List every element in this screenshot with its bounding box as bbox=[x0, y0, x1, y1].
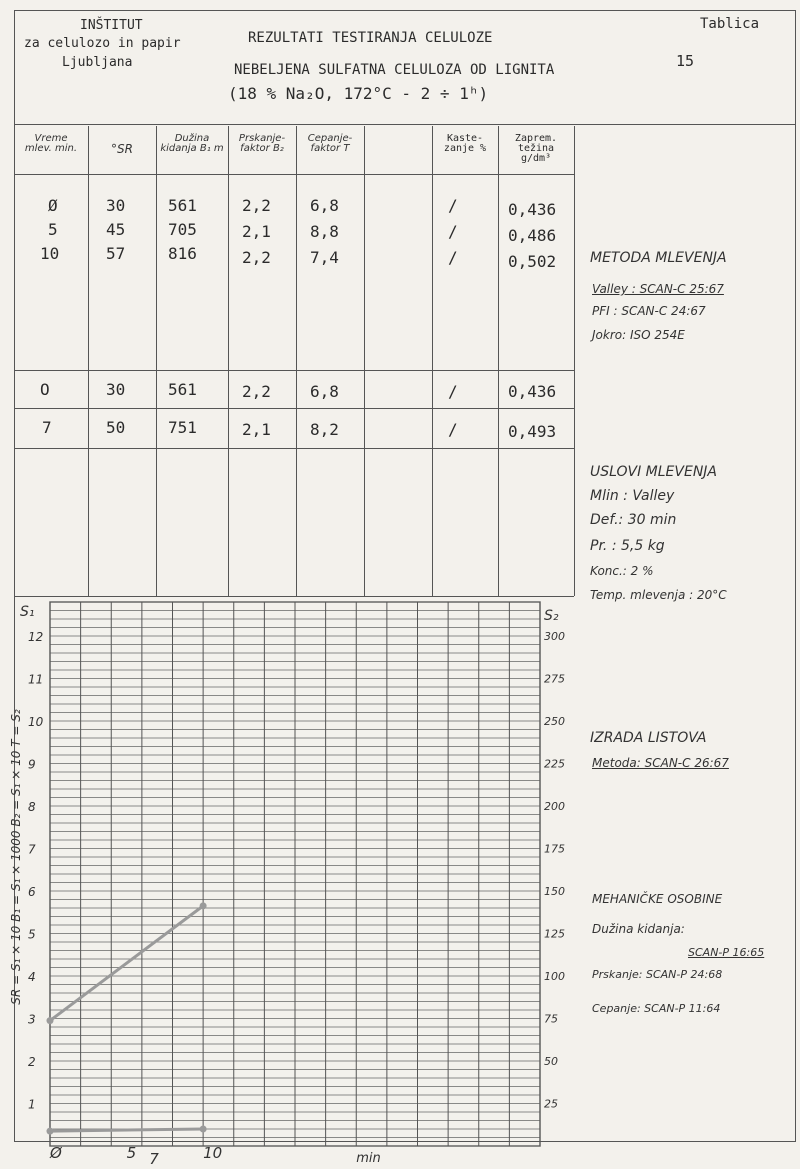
column-header: Prskanje- faktor B₂ bbox=[238, 133, 286, 154]
row-divider bbox=[14, 448, 574, 449]
cell-b2: 2,2 bbox=[242, 196, 271, 215]
x-tick-label: 10 bbox=[203, 1144, 223, 1162]
col-divider bbox=[364, 126, 365, 596]
right-tick-label: 225 bbox=[544, 757, 565, 771]
left-tick-label: 5 bbox=[28, 927, 36, 942]
cell-b1: 705 bbox=[168, 220, 197, 239]
cell-sr: 57 bbox=[106, 244, 126, 263]
cell-sr: 30 bbox=[106, 196, 126, 215]
cell-b1: 751 bbox=[168, 418, 197, 437]
cell-b2: 2,2 bbox=[242, 382, 271, 401]
left-tick-label: 10 bbox=[28, 715, 44, 729]
cell-b2: 2,1 bbox=[242, 222, 271, 241]
cell-sr: 45 bbox=[106, 220, 126, 239]
document-title: REZULTATI TESTIRANJA CELULOZE bbox=[248, 30, 493, 46]
cell-kastezanje: / bbox=[448, 382, 458, 401]
right-tick-label: 50 bbox=[544, 1055, 558, 1068]
right-tick-label: 175 bbox=[544, 842, 565, 856]
condition-mill: Mlin : Valley bbox=[590, 488, 675, 504]
right-tick-label: 25 bbox=[544, 1097, 558, 1111]
left-tick-label: 9 bbox=[28, 757, 36, 772]
left-tick-label: 1 bbox=[28, 1097, 36, 1112]
condition-def: Def.: 30 min bbox=[590, 512, 677, 528]
axis-formula-label: SR = S₁ × 10 B₁ = S₁ × 1000 B₂ = S₁ × 10 T = S₂ bbox=[9, 709, 23, 1005]
series-line bbox=[50, 1129, 203, 1131]
cell-density: 0,502 bbox=[508, 252, 557, 271]
x-axis-title: min bbox=[356, 1151, 381, 1166]
data-point bbox=[200, 902, 207, 909]
right-tick-label: 125 bbox=[544, 927, 565, 941]
cell-density: 0,436 bbox=[508, 382, 557, 401]
cell-b2: 2,2 bbox=[242, 248, 271, 267]
cell-sr: 50 bbox=[106, 418, 126, 437]
sheet-making-method: Metoda: SCAN-C 26:67 bbox=[592, 756, 729, 770]
cell-b1: 561 bbox=[168, 196, 197, 215]
cell-kastezanje: / bbox=[448, 196, 458, 215]
right-axis-title: S₂ bbox=[544, 608, 559, 624]
col-divider bbox=[574, 126, 575, 596]
cell-b1: 561 bbox=[168, 380, 197, 399]
cell-t: 6,8 bbox=[310, 382, 339, 401]
method-title: METODA MLEVENJA bbox=[590, 250, 727, 266]
cell-time: Ø bbox=[48, 196, 58, 215]
left-tick-label: 12 bbox=[28, 630, 44, 644]
left-tick-label: 6 bbox=[28, 885, 36, 899]
institute-subtitle: za celulozo in papir bbox=[24, 36, 181, 51]
cell-kastezanje: / bbox=[448, 420, 458, 439]
cell-density: 0,493 bbox=[508, 422, 557, 441]
mechanical-burst: Prskanje: SCAN-P 24:68 bbox=[592, 968, 723, 981]
data-point bbox=[47, 1128, 54, 1135]
condition-temperature: Temp. mlevenja : 20°C bbox=[590, 588, 727, 602]
right-tick-label: 75 bbox=[544, 1012, 558, 1026]
mechanical-breaking-length: Dužina kidanja: bbox=[592, 922, 685, 936]
method-valley: Valley : SCAN-C 25:67 bbox=[592, 282, 724, 296]
cell-density: 0,436 bbox=[508, 200, 557, 219]
col-divider bbox=[296, 126, 297, 596]
sheet-making-title: IZRADA LISTOVA bbox=[590, 730, 707, 746]
right-tick-label: 200 bbox=[544, 800, 565, 813]
condition-concentration: Konc.: 2 % bbox=[590, 564, 654, 578]
col-divider bbox=[498, 126, 499, 596]
conditions-title: USLOVI MLEVENJA bbox=[590, 464, 718, 480]
table-label: Tablica bbox=[700, 16, 760, 32]
right-tick-label: 250 bbox=[544, 715, 565, 728]
column-header: Dužina kidanja B₁ m bbox=[160, 133, 224, 154]
data-point bbox=[200, 1126, 207, 1133]
data-point bbox=[47, 1017, 54, 1024]
institute-city: Ljubljana bbox=[62, 55, 133, 70]
left-tick-label: 3 bbox=[28, 1012, 36, 1027]
table-number: 15 bbox=[676, 52, 695, 70]
cell-kastezanje: / bbox=[448, 222, 458, 241]
row-divider bbox=[14, 408, 574, 409]
column-header: Zaprem. težina g/dm³ bbox=[514, 133, 558, 164]
cell-time: O bbox=[40, 380, 50, 399]
method-pfi: PFI : SCAN-C 24:67 bbox=[592, 304, 706, 318]
cell-t: 7,4 bbox=[310, 248, 339, 267]
condition-pressure: Pr. : 5,5 kg bbox=[590, 538, 665, 554]
series-line bbox=[50, 906, 203, 1021]
right-tick-label: 275 bbox=[544, 672, 565, 686]
cell-t: 6,8 bbox=[310, 196, 339, 215]
cell-density: 0,486 bbox=[508, 226, 557, 245]
cell-b2: 2,1 bbox=[242, 420, 271, 439]
mechanical-title: MEHANIČKE OSOBINE bbox=[592, 892, 723, 906]
cell-time: 10 bbox=[40, 244, 60, 263]
left-axis-title: S₁ bbox=[20, 604, 35, 620]
right-tick-label: 150 bbox=[544, 885, 565, 898]
col-divider bbox=[88, 126, 89, 596]
cell-t: 8,2 bbox=[310, 420, 339, 439]
col-divider bbox=[156, 126, 157, 596]
x-tick-label: 7 bbox=[149, 1150, 159, 1168]
test-conditions: (18 % Na₂O, 172°C - 2 ÷ 1ʰ) bbox=[228, 84, 489, 103]
column-header: Cepanje- faktor T bbox=[307, 133, 353, 154]
column-header: °SR bbox=[111, 142, 133, 156]
header-divider bbox=[14, 124, 796, 125]
column-header: Vreme mlev. min. bbox=[24, 133, 78, 154]
cell-time: 5 bbox=[48, 220, 58, 239]
cell-kastezanje: / bbox=[448, 248, 458, 267]
mechanical-breaking-length-std: SCAN-P 16:65 bbox=[688, 946, 765, 959]
lignite-pulp-chart bbox=[14, 596, 576, 1168]
row-divider bbox=[14, 370, 574, 371]
x-tick-label: 5 bbox=[126, 1144, 137, 1162]
right-tick-label: 300 bbox=[544, 630, 565, 643]
left-tick-label: 2 bbox=[28, 1055, 36, 1069]
cell-t: 8,8 bbox=[310, 222, 339, 241]
institute-name: INŠTITUT bbox=[80, 18, 143, 33]
method-jokro: Jokro: ISO 254E bbox=[592, 328, 685, 342]
left-tick-label: 8 bbox=[28, 800, 36, 814]
mechanical-tear: Cepanje: SCAN-P 11:64 bbox=[592, 1002, 721, 1015]
col-divider bbox=[228, 126, 229, 596]
table-header-divider bbox=[14, 174, 574, 175]
left-tick-label: 4 bbox=[28, 970, 36, 984]
left-tick-label: 11 bbox=[28, 672, 44, 687]
col-divider bbox=[432, 126, 433, 596]
right-tick-label: 100 bbox=[544, 970, 565, 983]
cell-time: 7 bbox=[42, 418, 52, 437]
document-subtitle: NEBELJENA SULFATNA CELULOZA OD LIGNITA bbox=[234, 62, 555, 78]
column-header: Kaste- zanje % bbox=[443, 133, 487, 154]
left-tick-label: 7 bbox=[28, 842, 36, 857]
cell-b1: 816 bbox=[168, 244, 197, 263]
cell-sr: 30 bbox=[106, 380, 126, 399]
x-tick-label: Ø bbox=[50, 1144, 62, 1162]
